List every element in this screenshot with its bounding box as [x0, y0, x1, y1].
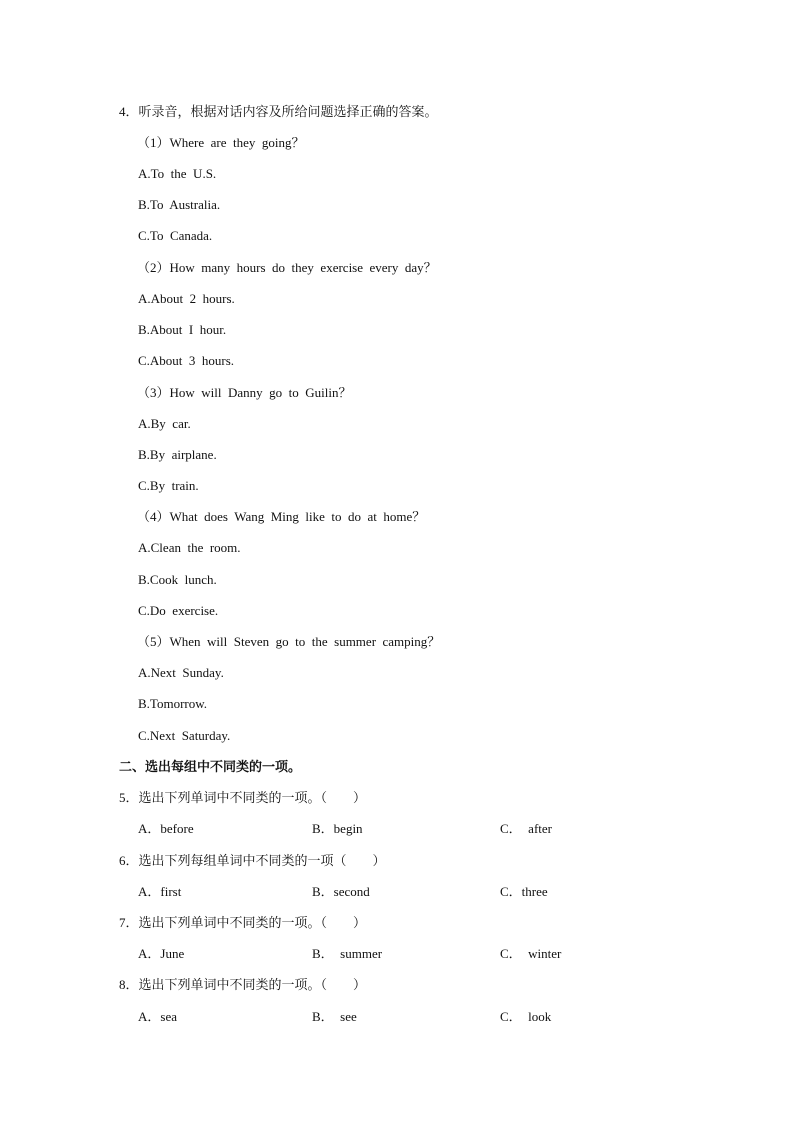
- option-5c: C.Next Saturday.: [138, 728, 231, 743]
- question-6-option-b: B．second: [312, 884, 370, 899]
- sub-question-2: （2）How many hours do they exercise every day？: [137, 260, 437, 275]
- question-5-option-a: A．before: [138, 821, 194, 836]
- option-4c: C.Do exercise.: [138, 603, 219, 618]
- question-8-option-c: C． look: [500, 1009, 552, 1024]
- section-2-heading: 二、选出每组中不同类的一项。: [119, 759, 302, 774]
- option-2a: A.About 2 hours.: [138, 291, 235, 306]
- question-6: 6．选出下列每组单词中不同类的一项（ ）: [119, 853, 386, 868]
- question-7-option-b: B． summer: [312, 946, 383, 961]
- option-4a: A.Clean the room.: [138, 540, 241, 555]
- option-4b: B.Cook lunch.: [138, 572, 217, 587]
- option-3c: C.By train.: [138, 478, 199, 493]
- question-5-option-c: C． after: [500, 821, 552, 836]
- option-5a: A.Next Sunday.: [138, 665, 224, 680]
- option-3a: A.By car.: [138, 416, 191, 431]
- option-3b: B.By airplane.: [138, 447, 217, 462]
- sub-question-4: （4）What does Wang Ming like to do at home？: [137, 509, 426, 524]
- option-1c: C.To Canada.: [138, 228, 213, 243]
- question-7-option-a: A．June: [138, 946, 185, 961]
- question-7-option-c: C． winter: [500, 946, 562, 961]
- question-4-title: 4．听录音，根据对话内容及所给问题选择正确的答案。: [119, 104, 438, 119]
- question-8-option-b: B． see: [312, 1009, 357, 1024]
- question-8-option-a: A．sea: [138, 1009, 177, 1024]
- question-7: 7．选出下列单词中不同类的一项。（ ）: [119, 915, 367, 930]
- option-2b: B.About I hour.: [138, 322, 227, 337]
- option-2c: C.About 3 hours.: [138, 353, 235, 368]
- question-8: 8．选出下列单词中不同类的一项。（ ）: [119, 977, 367, 992]
- sub-question-1: （1）Where are they going？: [137, 135, 305, 150]
- sub-question-3: （3）How will Danny go to Guilin？: [137, 385, 352, 400]
- option-1a: A.To the U.S.: [138, 166, 217, 181]
- sub-question-5: （5）When will Steven go to the summer camping？: [137, 634, 441, 649]
- option-1b: B.To Australia.: [138, 197, 221, 212]
- question-6-option-a: A．first: [138, 884, 182, 899]
- question-5: 5．选出下列单词中不同类的一项。（ ）: [119, 790, 367, 805]
- option-5b: B.Tomorrow.: [138, 696, 208, 711]
- question-5-option-b: B．begin: [312, 821, 363, 836]
- question-6-option-c: C．three: [500, 884, 548, 899]
